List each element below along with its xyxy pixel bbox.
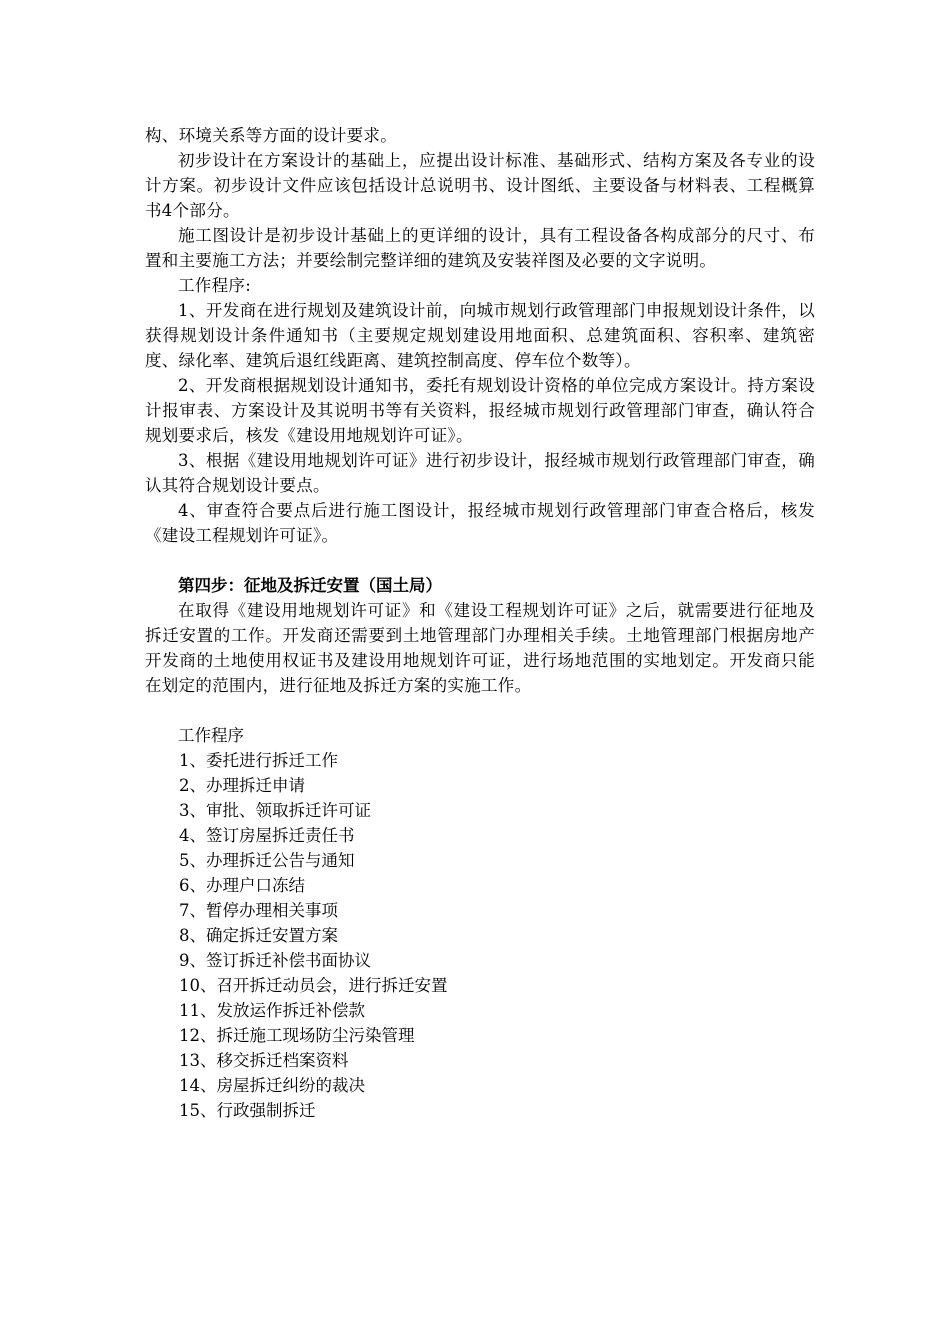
procedure-step-4: 4、审查符合要点后进行施工图设计，报经城市规划行政管理部门审查合格后，核发《建设工程规划许可证》。 [145, 501, 815, 545]
list-item: 14、房屋拆迁纠纷的裁决 [179, 1076, 365, 1095]
list-item: 1、委托进行拆迁工作 [179, 751, 338, 770]
document-page [145, 123, 815, 1123]
paragraph-preliminary-design: 初步设计在方案设计的基础上，应提出设计标准、基础形式、结构方案及各专业的设计方案。初步设计文件应该包括设计总说明书、设计图纸、主要设备与材料表、工程概算书4个部分。 [145, 151, 815, 220]
list-item: 5、办理拆迁公告与通知 [179, 851, 355, 870]
list-item: 12、拆迁施工现场防尘污染管理 [179, 1026, 415, 1045]
procedure-step-1: 1、开发商在进行规划及建筑设计前，向城市规划行政管理部门申报规划设计条件，以获得规划设计条件通知书（主要规定规划建设用地面积、总建筑面积、容积率、建筑密度、绿化率、建筑后退红线距离、建筑控制高度、停车位个数等）。 [145, 301, 815, 370]
procedure-label: 工作程序: [178, 276, 252, 295]
list-item: 15、行政强制拆迁 [179, 1101, 316, 1120]
demolition-procedure-list [145, 748, 815, 1123]
list-item: 6、办理户口冻结 [179, 876, 305, 895]
list-item: 7、暂停办理相关事项 [179, 901, 338, 920]
list-item: 3、审批、领取拆迁许可证 [179, 801, 371, 820]
procedure-step-2: 2、开发商根据规划设计通知书，委托有规划设计资格的单位完成方案设计。持方案设计报审表、方案设计及其说明书等有关资料，报经城市规划行政管理部门审查，确认符合规划要求后，核发《建设用地规划许可证》。 [145, 376, 815, 445]
list-item: 4、签订房屋拆迁责任书 [179, 826, 355, 845]
list-item: 9、签订拆迁补偿书面协议 [179, 951, 371, 970]
list-item: 11、发放运作拆迁补偿款 [179, 1001, 365, 1020]
list-item: 13、移交拆迁档案资料 [179, 1051, 349, 1070]
paragraph-land-acquisition-intro: 在取得《建设用地规划许可证》和《建设工程规划许可证》之后，就需要进行征地及拆迁安置的工作。开发商还需要到土地管理部门办理相关手续。土地管理部门根据房地产开发商的土地使用权证书及建设用地规划许可证，进行场地范围的实地划定。开发商只能在划定的范围内，进行征地及拆迁方案的实施工作。 [145, 601, 815, 695]
procedure-step-3: 3、根据《建设用地规划许可证》进行初步设计，报经城市规划行政管理部门审查，确认其符合规划设计要点。 [145, 451, 815, 495]
paragraph-construction-drawing-design: 施工图设计是初步设计基础上的更详细的设计，具有工程设备各构成部分的尺寸、布置和主要施工方法；并要绘制完整详细的建筑及安装祥图及必要的文字说明。 [145, 226, 815, 270]
list-item: 10、召开拆迁动员会，进行拆迁安置 [179, 976, 448, 995]
paragraph-design-requirements-end: 构、环境关系等方面的设计要求。 [145, 126, 397, 145]
list-item: 2、办理拆迁申请 [179, 776, 305, 795]
section-heading-step4: 第四步：征地及拆迁安置（国土局） [178, 576, 442, 595]
list-item: 8、确定拆迁安置方案 [179, 926, 338, 945]
procedure-label-step4: 工作程序 [178, 726, 244, 745]
